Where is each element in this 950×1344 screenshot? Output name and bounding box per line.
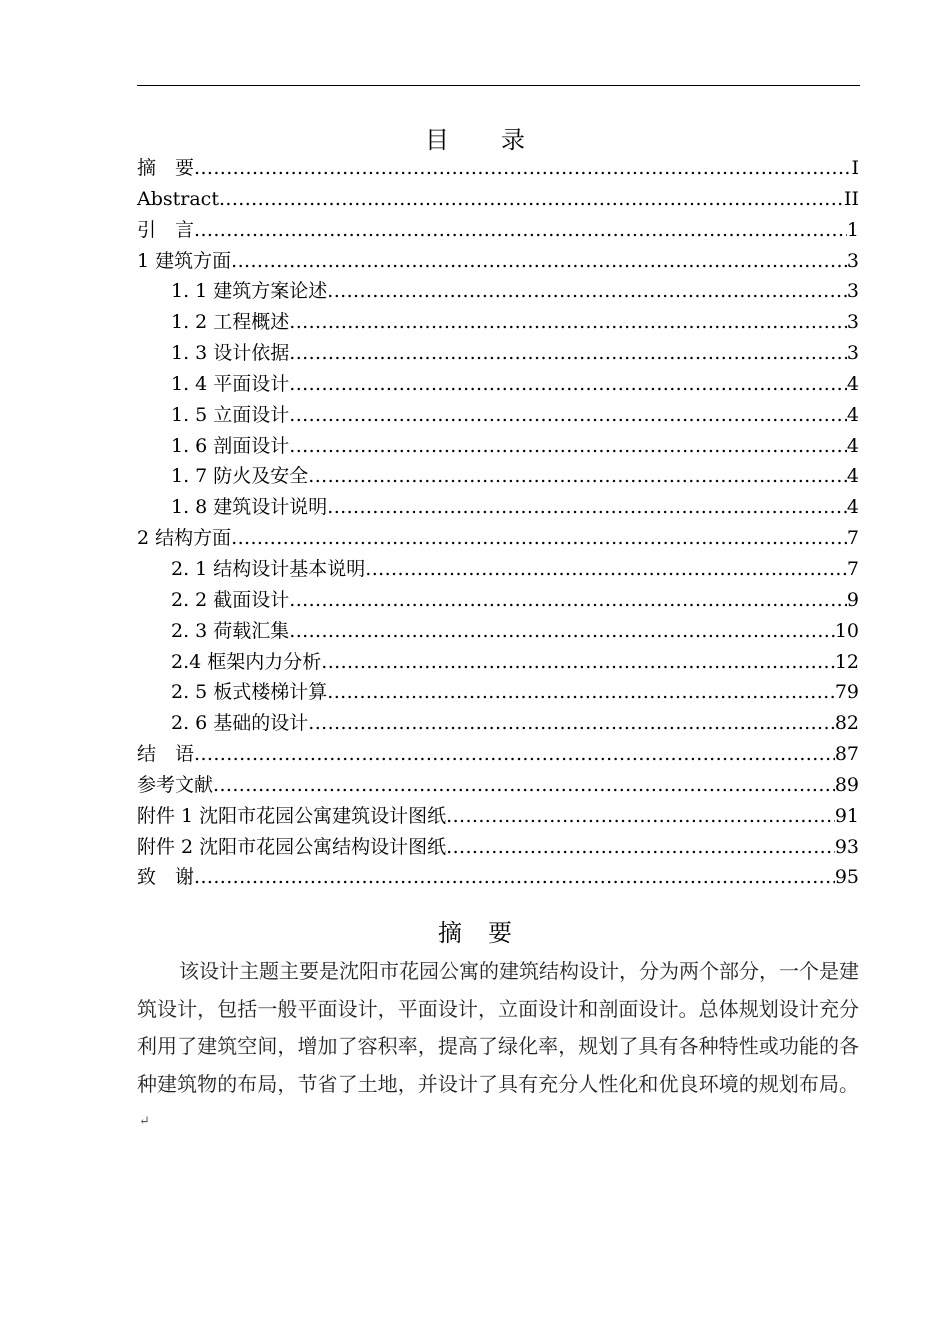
toc-entry-page-number: 4 [846, 403, 859, 426]
toc-entry[interactable] [137, 307, 859, 338]
abstract-title-right: 要 [488, 919, 512, 947]
toc-entry-page-number: 9 [846, 588, 859, 611]
toc-entry[interactable] [137, 832, 859, 863]
toc-title [0, 120, 950, 155]
toc-entry[interactable] [137, 647, 859, 678]
toc-leader-dots [327, 276, 847, 307]
toc-entry-page-number: 87 [834, 743, 859, 766]
toc-leader-dots [289, 616, 835, 647]
toc-entry[interactable] [137, 616, 859, 647]
toc-entry-label: 1. 3 设计依据 [171, 342, 290, 365]
toc-entry-page-number: 3 [846, 280, 859, 303]
return-mark: ↵ [139, 1114, 150, 1129]
toc-entry-page-number: 10 [834, 619, 859, 642]
toc-entry-page-number: 89 [834, 773, 859, 796]
toc-entry-label: 摘 要 [137, 157, 195, 179]
toc-entry-page-number: I [851, 157, 859, 179]
toc-entry-label: 1. 1 建筑方案论述 [171, 280, 328, 303]
toc-entry-page-number: 93 [834, 835, 859, 858]
toc-entry-label: 2. 6 基础的设计 [171, 712, 309, 735]
toc-leader-dots [321, 647, 835, 678]
toc-entry-page-number: 95 [834, 866, 859, 889]
toc-entry-label: 参考文献 [137, 773, 214, 796]
toc-entry-page-number: 4 [846, 465, 859, 488]
toc-entry[interactable] [137, 770, 859, 801]
abstract-title [0, 913, 950, 948]
toc-leader-dots [213, 770, 835, 801]
toc-leader-dots [446, 801, 835, 832]
toc-entry-label: 附件 2 沈阳市花园公寓结构设计图纸 [137, 835, 447, 858]
toc-title-right: 录 [501, 126, 525, 154]
toc-entry-label: 2 结构方面 [137, 527, 232, 550]
toc-leader-dots [231, 523, 847, 554]
toc-entry[interactable] [137, 276, 859, 307]
toc-leader-dots [289, 338, 847, 369]
toc-entry[interactable] [137, 431, 859, 462]
toc-entry-page-number: 4 [846, 434, 859, 457]
toc-entry-label: 2. 1 结构设计基本说明 [171, 557, 366, 580]
toc-leader-dots [219, 184, 844, 215]
toc-entry[interactable] [137, 338, 859, 369]
abstract-title-left: 摘 [438, 919, 462, 947]
toc-leader-dots [289, 431, 847, 462]
toc-entry-page-number: II [843, 187, 859, 210]
toc-entry-label: 2. 3 荷载汇集 [171, 619, 290, 642]
toc-entry[interactable] [137, 153, 859, 184]
toc-entry-label: 致 谢 [137, 866, 195, 889]
abstract-body [137, 953, 859, 1145]
toc-leader-dots [289, 585, 847, 616]
toc-entry-label: 附件 1 沈阳市花园公寓建筑设计图纸 [137, 804, 447, 827]
toc-entry-label: Abstract [137, 187, 219, 210]
toc-leader-dots [289, 369, 847, 400]
toc-entry[interactable] [137, 184, 859, 215]
toc-entry-page-number: 3 [846, 249, 859, 272]
toc-entry-page-number: 4 [846, 372, 859, 395]
toc-entry-page-number: 91 [834, 804, 859, 827]
toc-entry-page-number: 12 [834, 650, 859, 673]
toc-leader-dots [365, 554, 847, 585]
toc-entry-label: 引 言 [137, 218, 195, 241]
toc-leader-dots [231, 246, 847, 277]
toc-leader-dots [194, 153, 851, 184]
toc-entry[interactable] [137, 739, 859, 770]
toc-entry-page-number: 4 [846, 496, 859, 519]
toc-entry-page-number: 3 [846, 342, 859, 365]
toc-entry-label: 2. 5 板式楼梯计算 [171, 681, 328, 704]
toc-entry-label: 结 语 [137, 743, 195, 766]
toc-entry-label: 1. 2 工程概述 [171, 311, 290, 334]
toc-leader-dots [308, 708, 835, 739]
toc-leader-dots [194, 215, 847, 246]
toc-entry[interactable] [137, 554, 859, 585]
toc-leader-dots [446, 832, 835, 863]
toc-entry-page-number: 82 [834, 712, 859, 735]
toc-entry[interactable] [137, 862, 859, 893]
toc-leader-dots [289, 307, 847, 338]
toc-leader-dots [327, 492, 847, 523]
toc-entry-page-number: 7 [846, 527, 859, 550]
toc-entry-label: 1. 6 剖面设计 [171, 434, 290, 457]
toc-leader-dots [289, 400, 847, 431]
toc-entry[interactable] [137, 492, 859, 523]
toc-entry-page-number: 3 [846, 311, 859, 334]
toc-entry-label: 2.4 框架内力分析 [171, 650, 322, 673]
toc-entry[interactable] [137, 246, 859, 277]
toc-entry[interactable] [137, 708, 859, 739]
table-of-contents [137, 153, 859, 893]
toc-entry[interactable] [137, 215, 859, 246]
toc-entry[interactable] [137, 585, 859, 616]
toc-entry-page-number: 1 [846, 218, 859, 241]
toc-entry-page-number: 79 [834, 681, 859, 704]
toc-entry[interactable] [137, 369, 859, 400]
toc-entry-label: 1. 7 防火及安全 [171, 465, 309, 488]
toc-leader-dots [308, 461, 847, 492]
header-rule [137, 85, 860, 86]
toc-entry[interactable] [137, 461, 859, 492]
toc-entry-label: 1. 4 平面设计 [171, 372, 290, 395]
toc-entry-page-number: 7 [846, 557, 859, 580]
toc-leader-dots [194, 739, 835, 770]
toc-entry-label: 2. 2 截面设计 [171, 588, 290, 611]
toc-entry-label: 1. 8 建筑设计说明 [171, 496, 328, 519]
toc-entry[interactable] [137, 400, 859, 431]
toc-entry[interactable] [137, 801, 859, 832]
toc-entry-label: 1 建筑方面 [137, 249, 232, 272]
toc-entry[interactable] [137, 523, 859, 554]
toc-leader-dots [194, 862, 835, 893]
toc-title-left: 目 [425, 126, 449, 154]
abstract-text: 该设计主题主要是沈阳市花园公寓的建筑结构设计，分为两个部分，一个是建筑设计，包括一般平面设计，平面设计，立面设计和剖面设计。总体规划设计充分利用了建筑空间，增加了容积率，提高了绿化率，规划了具有各种特性或功能的各种建筑物的布局，节省了土地，并设计了具有充分人性化和优良环境的规划布局。 [137, 959, 859, 1096]
toc-entry-label: 1. 5 立面设计 [171, 403, 290, 426]
toc-leader-dots [327, 677, 835, 708]
toc-entry[interactable] [137, 677, 859, 708]
